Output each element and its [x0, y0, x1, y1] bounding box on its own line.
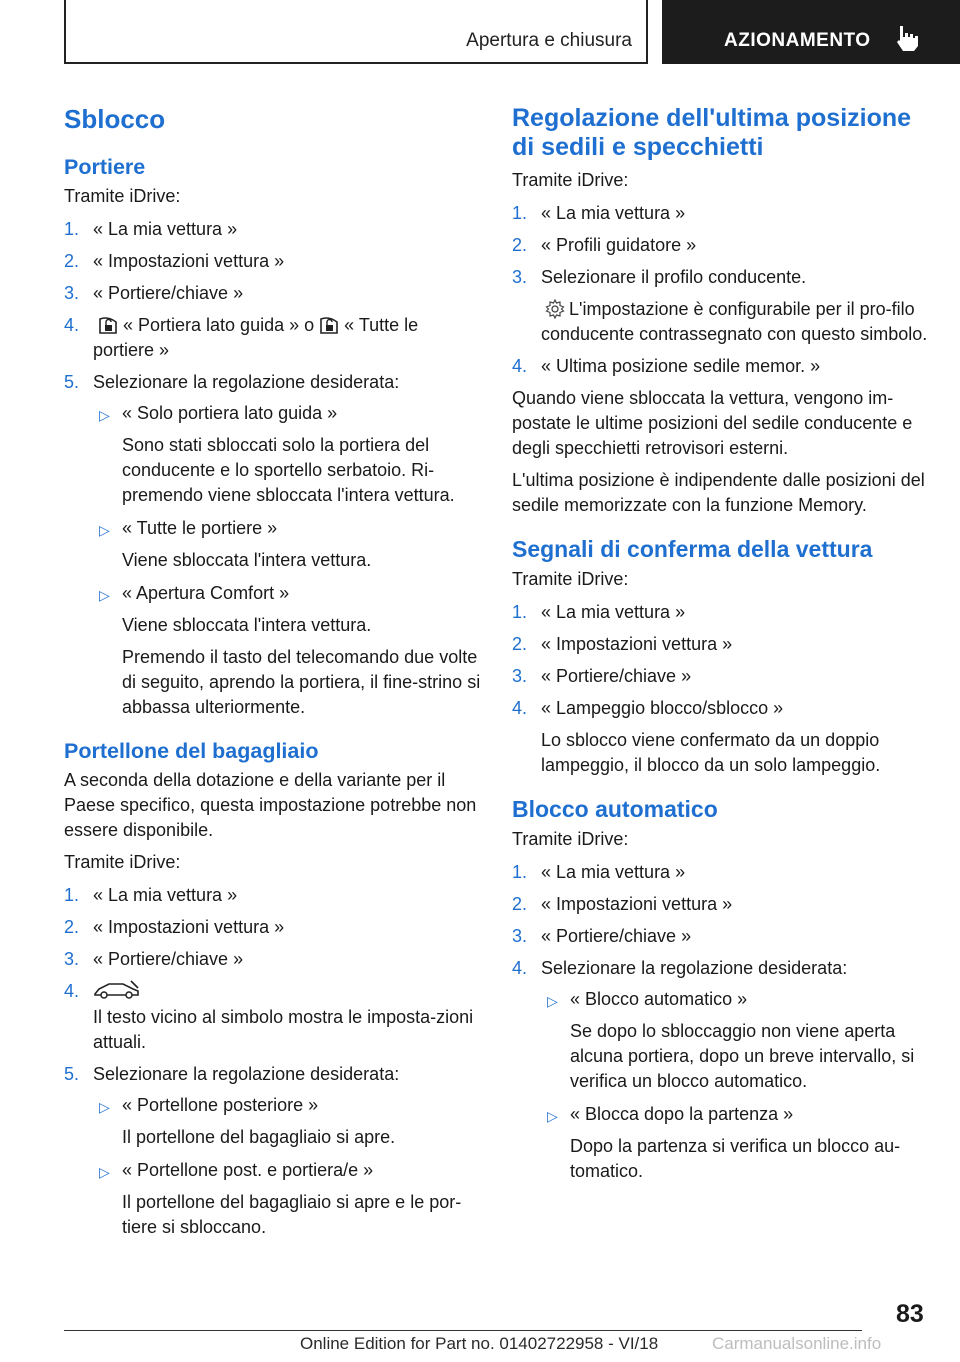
list-item: 1. « La mia vettura »	[512, 602, 686, 622]
list-item: 2. « Impostazioni vettura »	[512, 634, 733, 654]
triangle-bullet-icon: ▷	[99, 1099, 110, 1115]
list-item: 1. « La mia vettura »	[512, 203, 686, 223]
list-item: 2. « Impostazioni vettura »	[512, 894, 733, 914]
option-item: ▷ « Blocca dopo la partenza » Dopo la partenza si verifica un blocco au-tomatico.	[547, 1104, 901, 1181]
option-item: ▷ « Tutte le portiere » Viene sbloccata l'intera vettura.	[99, 518, 372, 570]
steps-portellone	[64, 883, 482, 1240]
option-item: ▷ « Apertura Comfort » Viene sbloccata l'intera vettura. Premendo il tasto del telecomando due volte di seguito, aprendo la portiera, il fine-strino si abbassa ulteriormente.	[99, 583, 481, 717]
driver-door-lock-icon	[97, 315, 119, 335]
triangle-bullet-icon: ▷	[547, 993, 558, 1009]
intro-text: Tramite iDrive:	[512, 829, 629, 849]
list-item: 1. « La mia vettura »	[64, 219, 238, 239]
list-item: 2. « Impostazioni vettura »	[64, 917, 285, 937]
list-item: 3. « Portiere/chiave »	[512, 666, 692, 686]
steps-segnali	[512, 600, 930, 778]
heading-portellone: Portellone del bagagliaio	[64, 739, 319, 763]
paragraph: L'ultima posizione è indipendente dalle posizioni del sedile memorizzate con la funzione Memory.	[512, 470, 925, 515]
list-item: 5. Selezionare la regolazione desiderata: ▷ « Solo portiera lato guida » Sono stati sbloccati solo la portiera del conducente e lo sportello serbatoio. Ri-premendo viene sbloccata l'intera vettura. ▷ « Tutte le portiere » Viene sbloccata l'intera vettura. ▷ « Apertura Comfort » Viene sbloccata l'intera vettura. Premendo il tasto del telecomando due volte di seguito, aprendo la portiera, il fine-strino si abbassa ulteriormente.	[64, 370, 482, 720]
page-number: 83	[896, 1300, 924, 1328]
option-item: ▷ « Blocco automatico » Se dopo lo sbloccaggio non viene aperta alcuna portiera, dopo un breve intervallo, si verifica un blocco automatico.	[547, 989, 915, 1091]
option-item: ▷ « Solo portiera lato guida » Sono stati sbloccati solo la portiera del conducente e lo sportello serbatoio. Ri-premendo viene sbloccata l'intera vettura.	[99, 403, 455, 505]
intro-text: Tramite iDrive:	[512, 170, 629, 190]
heading-ultima-posizione: Regolazione dell'ultima posizione di sedili e specchietti	[512, 104, 912, 161]
option-item: ▷ « Portellone posteriore » Il portellone del bagagliaio si apre.	[99, 1095, 396, 1147]
heading-portiere: Portiere	[64, 155, 146, 179]
steps-blocco	[512, 860, 930, 1184]
chapter-title: AZIONAMENTO	[724, 30, 871, 51]
intro-text: Tramite iDrive:	[512, 569, 629, 589]
paragraph: Quando viene sbloccata la vettura, vengono im-postate le ultime posizioni del sedile conducente e degli specchietti retrovisori esterni.	[512, 388, 913, 458]
triangle-bullet-icon: ▷	[99, 1164, 110, 1180]
paragraph: A seconda della dotazione e della variante per il Paese specifico, questa impostazione potrebbe non essere disponibile.	[64, 770, 477, 840]
intro-text: Tramite iDrive:	[64, 186, 181, 206]
steps-ultima-posizione	[512, 201, 930, 379]
chapter-tab	[662, 0, 960, 64]
list-item: 2. « Impostazioni vettura »	[64, 251, 285, 271]
steps-portiere	[64, 217, 482, 720]
page-header	[0, 0, 960, 66]
list-item: 1. « La mia vettura »	[64, 885, 238, 905]
list-item: 2. « Profili guidatore »	[512, 235, 697, 255]
title-sblocco: Sblocco	[64, 104, 166, 134]
right-column	[512, 100, 930, 1192]
list-item: 4. Il testo vicino al simbolo mostra le imposta-zioni attuali.	[64, 981, 474, 1052]
triangle-bullet-icon: ▷	[99, 522, 110, 538]
heading-blocco-automatico: Blocco automatico	[512, 796, 718, 822]
triangle-bullet-icon: ▷	[99, 587, 110, 603]
left-column	[64, 100, 482, 1248]
heading-segnali: Segnali di conferma della vettura	[512, 536, 873, 562]
car-tailgate-icon	[93, 979, 141, 1001]
list-item: 5. Selezionare la regolazione desiderata: ▷ « Portellone posteriore » Il portellone del bagagliaio si apre. ▷ « Portellone post. e portiera/e » Il portellone del bagagliaio si apre e le por-tiere si sbloccano.	[64, 1062, 482, 1240]
edition-text: Online Edition for Part no. 01402722958 - VI/18	[300, 1334, 659, 1353]
triangle-bullet-icon: ▷	[99, 407, 110, 423]
list-item: 3. « Portiere/chiave »	[64, 283, 244, 303]
list-item: 4. « Lampeggio blocco/sblocco » Lo sblocco viene confermato da un doppio lampeggio, il blocco da un solo lampeggio.	[512, 698, 881, 775]
list-item: 4. « Portiera lato guida » o « Tutte le portiere »	[64, 315, 419, 360]
list-item: 4. « Ultima posizione sedile memor. »	[512, 356, 821, 376]
options-blocco	[541, 987, 930, 1184]
options-portiere	[93, 401, 482, 720]
all-doors-lock-icon	[318, 315, 340, 335]
triangle-bullet-icon: ▷	[547, 1108, 558, 1124]
options-portellone	[93, 1093, 482, 1240]
section-tab	[64, 0, 648, 64]
hand-pointer-icon	[894, 24, 920, 52]
watermark-text: Carmanualsonline.info	[712, 1334, 882, 1353]
intro-text: Tramite iDrive:	[64, 852, 181, 872]
list-item: 3. « Portiere/chiave »	[64, 949, 244, 969]
list-item: 3. « Portiere/chiave »	[512, 926, 692, 946]
list-item: 3. Selezionare il profilo conducente. L'impostazione è configurabile per il pro-filo conducente contrassegnato con questo simbolo.	[512, 267, 928, 344]
gear-profile-icon	[545, 299, 565, 319]
option-item: ▷ « Portellone post. e portiera/e » Il portellone del bagagliaio si apre e le por-tiere si sbloccano.	[99, 1160, 462, 1237]
section-title: Apertura e chiusura	[466, 30, 632, 51]
list-item: 4. Selezionare la regolazione desiderata: ▷ « Blocco automatico » Se dopo lo sbloccaggio non viene aperta alcuna portiera, dopo un breve intervallo, si verifica un blocco automatico. ▷ « Blocca dopo la partenza » Dopo la partenza si verifica un blocco au-tomatico.	[512, 956, 930, 1184]
list-item: 1. « La mia vettura »	[512, 862, 686, 882]
footer-divider	[64, 1330, 862, 1331]
